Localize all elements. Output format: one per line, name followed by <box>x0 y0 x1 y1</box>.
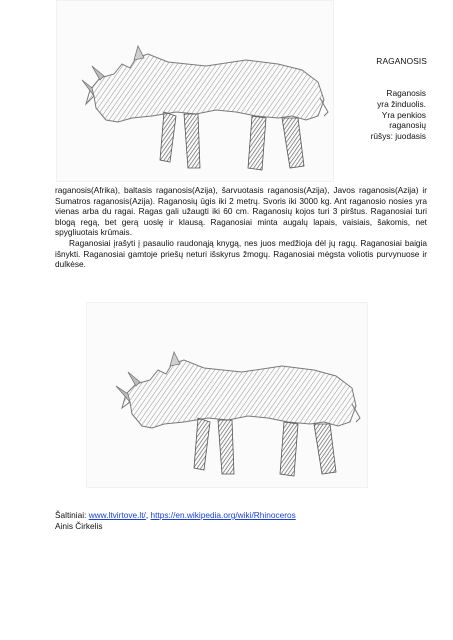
author-name: Ainis Čirkelis <box>55 521 103 531</box>
intro-line: rūšys: juodasis <box>370 131 426 142</box>
sources-label: Šaltiniai: <box>55 510 87 520</box>
source-link[interactable]: https://en.wikipedia.org/wiki/Rhinoceros <box>150 510 296 520</box>
paragraph: Raganosiai įrašyti į pasaulio raudonąją knygą, nes juos medžioja dėl jų ragų. Raganosiai baigia išnykti. Raganosiai gamtoje priešų neturi išskyrus žmogų. Raganosiai mėgsta voliotis purvynuose ir dulkėse. <box>55 237 427 270</box>
body-text <box>55 185 427 270</box>
intro-line: raganosių <box>389 120 426 131</box>
rhino-drawing-top <box>56 0 334 182</box>
document-title: RAGANOSIS <box>376 56 427 66</box>
sources-line <box>55 510 427 521</box>
source-link[interactable]: www.ltvirtove.lt/ <box>88 510 146 520</box>
intro-line: yra žinduolis. <box>377 98 426 109</box>
intro-line: Raganosis <box>386 88 426 98</box>
rhino-drawing-bottom <box>86 302 368 488</box>
intro-text <box>340 88 426 142</box>
sources-separator: , <box>145 510 149 520</box>
intro-line: Yra penkios <box>381 109 426 120</box>
paragraph: raganosis(Afrika), baltasis raganosis(Azija), šarvuotasis raganosis(Azija), Javos raganosis(Azija) ir Sumatros raganosis(Azija). Raganosių ūgis iki 2 metrų. Svoris iki 3000 kg. Ant raganosio nosies yra vienas arba du ragai. Ragas gali užaugti iki 60 cm. Raganosių kojos turi 3 pirštus. Raganosiai turi blogą regą, bet gerą uoslę ir klausą. Raganosiai minta augalų lapais, vaisiais, šakomis, net spygliuotais krūmais. <box>55 185 427 238</box>
